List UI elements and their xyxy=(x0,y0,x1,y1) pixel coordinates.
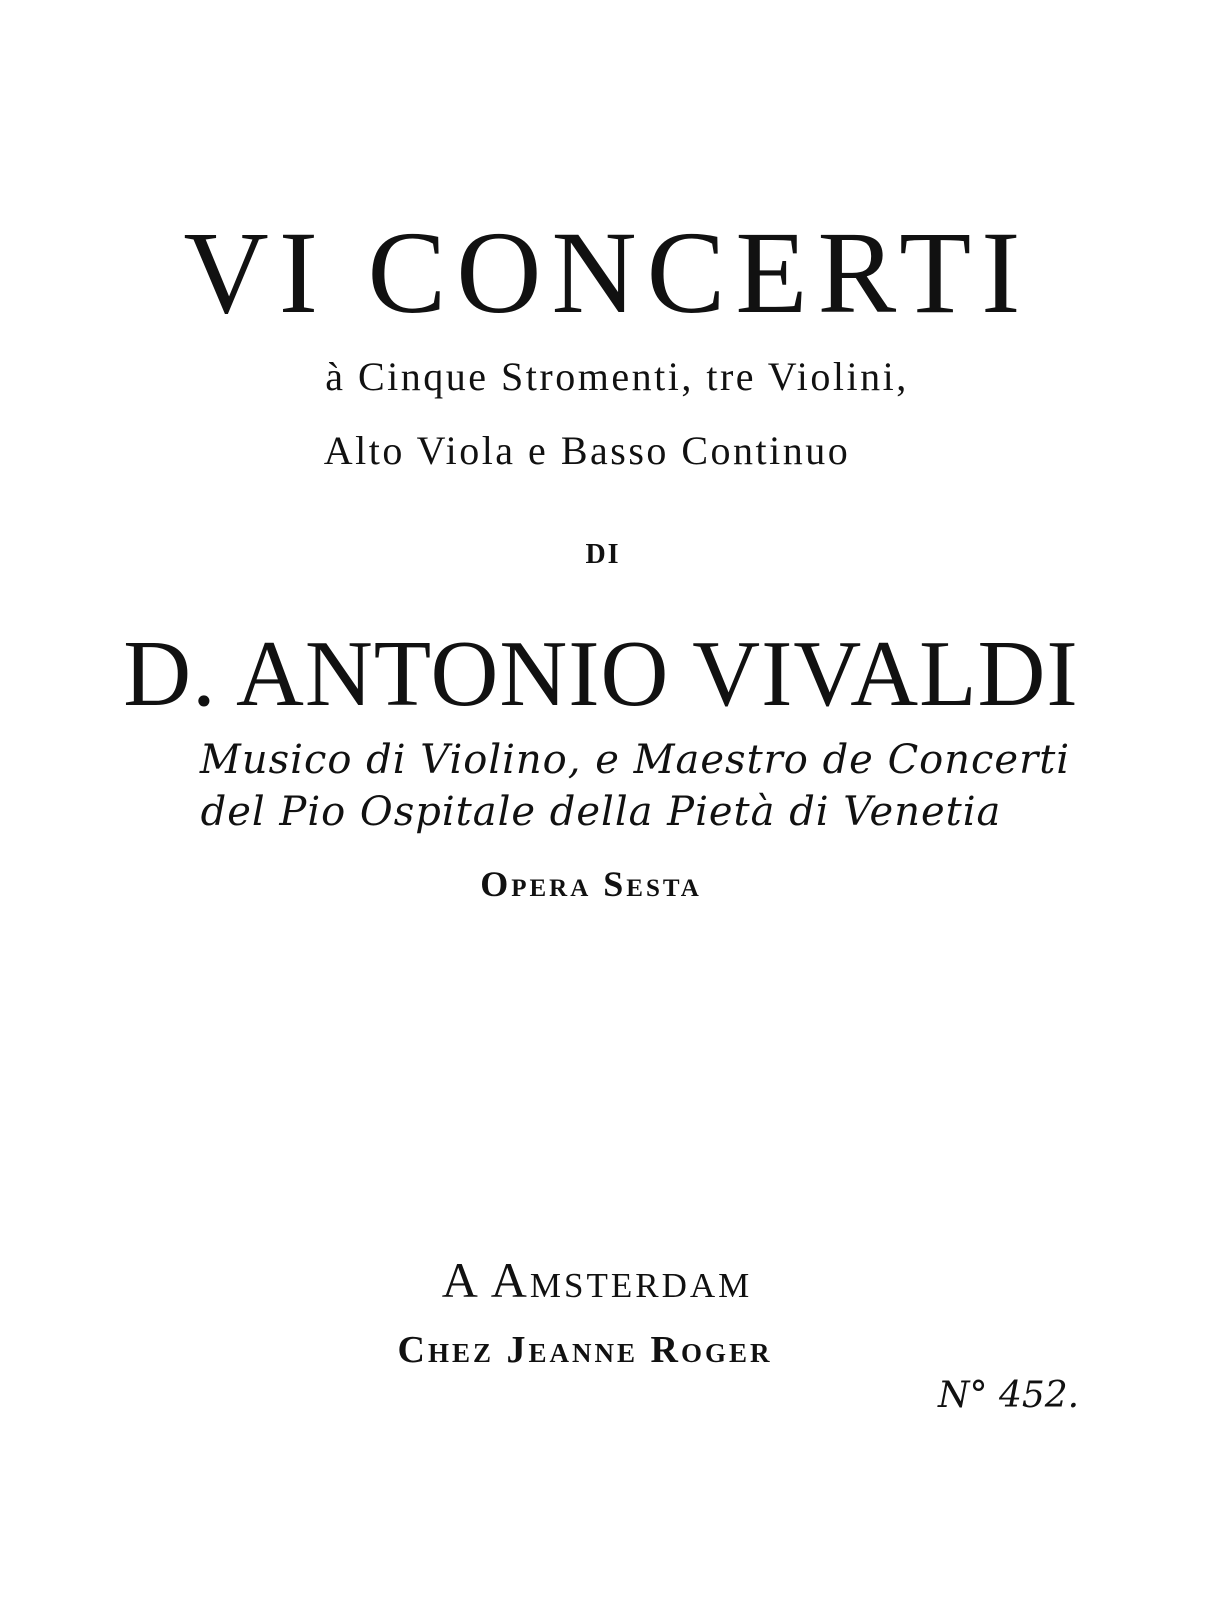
composer-role-line-2: del Pio Ospitale della Pietà di Venetia xyxy=(200,789,1002,835)
instrumentation-line-2: Alto Viola e Basso Continuo xyxy=(323,428,851,473)
publisher-name: Chez Jeanne Roger xyxy=(397,1329,773,1371)
composer-role-line-1: Musico di Violino, e Maestro de Concerti xyxy=(199,737,1071,783)
by-label: DI xyxy=(585,539,621,570)
opus-label: Opera Sesta xyxy=(480,864,702,904)
publication-city: A Amsterdam xyxy=(441,1252,753,1308)
catalog-number: N° 452. xyxy=(938,1375,1080,1416)
instrumentation-line-1: à Cinque Stromenti, tre Violini, xyxy=(325,354,909,399)
work-title: VI CONCERTI xyxy=(183,207,1031,338)
composer-name: D. ANTONIO VIVALDI xyxy=(123,622,1079,726)
